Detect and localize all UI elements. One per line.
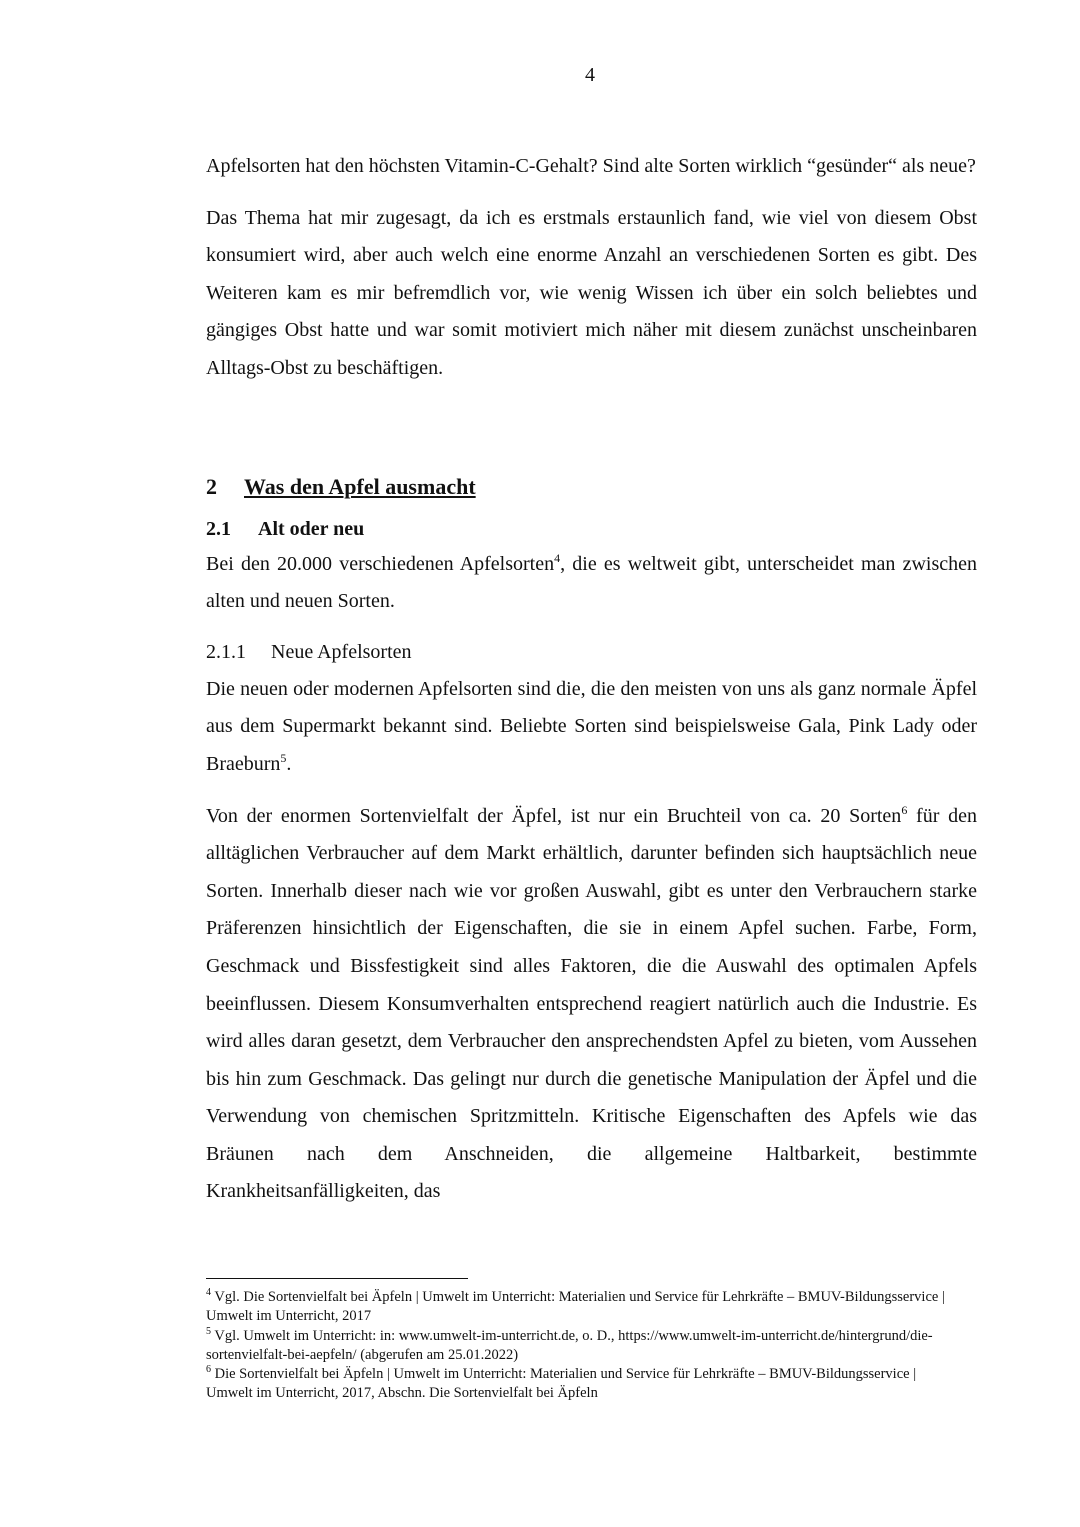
section-title: Was den Apfel ausmacht <box>244 473 476 499</box>
page-body <box>206 148 977 1211</box>
subsubsection-number: 2.1.1 <box>206 640 246 663</box>
footnote-text: Die Sortenvielfalt bei Äpfeln | Umwelt im Unterricht: Materialien und Service für Lehrkräfte – BMUV-Bildungsservice | Umwelt im Unterricht, 2017, Abschn. Die Sortenvielfalt bei Äpfeln <box>206 1366 917 1402</box>
section-heading <box>206 472 977 502</box>
subsection-number: 2.1 <box>206 517 231 540</box>
footnote <box>206 1327 966 1366</box>
footnote-mark: 5 <box>206 1325 211 1337</box>
footnote <box>206 1365 966 1404</box>
subsubsection-title: Neue Apfelsorten <box>271 640 412 663</box>
footnote-separator <box>206 1278 468 1279</box>
footnote-mark: 6 <box>206 1364 211 1376</box>
footnote-ref: 6 <box>901 802 908 817</box>
subsection-heading <box>206 514 977 544</box>
footnote <box>206 1288 966 1327</box>
subsection-title: Alt oder neu <box>258 517 365 540</box>
paragraph-new-varieties <box>206 671 977 784</box>
paragraph-intro-question: Apfelsorten hat den höchsten Vitamin-C-Gehalt? Sind alte Sorten wirklich “gesünder“ als neue? <box>206 155 976 177</box>
page-number: 4 <box>585 64 595 86</box>
paragraph-consumer-preferences <box>206 798 977 1212</box>
footnote-text: Vgl. Die Sortenvielfalt bei Äpfeln | Umwelt im Unterricht: Materialien und Service für Lehrkräfte – BMUV-Bildungsservice | Umwelt im Unterricht, 2017 <box>206 1289 945 1325</box>
text-span: für den alltäglichen Verbraucher auf dem Markt erhältlich, darunter befinden sich hauptsächlich neue Sorten. Innerhalb dieser nach wie vor großen Auswahl, gibt es unter den Verbrauchern starke Präferenzen hinsichtlich der Eigenschaften, die sie in einem Apfel suchen. Farbe, Form, Geschmack und Bissfestigkeit sind alles Faktoren, die die Auswahl des optimalen Apfels beeinflussen. Diesem Konsumverhalten entsprechend reagiert natürlich auch die Industrie. Es wird alles daran gesetzt, dem Verbraucher den ansprechendsten Apfel zu bieten, vom Aussehen bis hin zum Geschmack. Das gelingt nur durch die genetische Manipulation der Äpfel und die Verwendung von chemischen Spritzmitteln. Kritische Eigenschaften des Apfels wie das Bräunen nach dem Anschneiden, die allgemeine Haltbarkeit, bestimmte Krankheitsanfälligkeiten, das <box>206 804 977 1203</box>
text-span: Von der enormen Sortenvielfalt der Äpfel, ist nur ein Bruchteil von ca. 20 Sorten <box>206 804 902 827</box>
text-span: , die es weltweit gibt, unterscheidet man zwischen alten und neuen Sorten. <box>206 552 977 613</box>
footnotes <box>206 1288 966 1404</box>
text-span: Die neuen oder modernen Apfelsorten sind die, die den meisten von uns als ganz normale Äpfel aus dem Supermarkt bekannt sind. Beliebte Sorten sind beispielsweise Gala, Pink Lady oder Braeburn <box>206 677 977 775</box>
paragraph-apple-varieties <box>206 546 977 621</box>
footnote-ref: 5 <box>280 750 287 765</box>
section-number: 2 <box>206 473 217 499</box>
paragraph-topic-motivation: Das Thema hat mir zugesagt, da ich es erstmals erstaunlich fand, wie viel von diesem Obst konsumiert wird, aber auch welch eine enorme Anzahl an verschiedenen Sorten es gibt. Des Weiteren kam es mir befremdlich vor, wie wenig Wissen ich über ein solch beliebtes und gängiges Obst hatte und war somit motiviert mich näher mit diesem zunächst unscheinbaren Alltags-Obst zu beschäftigen. <box>206 206 977 379</box>
footnote-ref: 4 <box>554 550 561 565</box>
subsubsection-heading <box>206 635 977 669</box>
text-span: . <box>286 752 292 775</box>
footnote-text: Vgl. Umwelt im Unterricht: in: www.umwelt-im-unterricht.de, o. D., https://www.umwelt-im-unterricht.de/hintergrund/die-sortenvielfalt-bei-aepfeln/ (abgerufen am 25.01.2022) <box>206 1327 933 1363</box>
text-span: Bei den 20.000 verschiedenen Apfelsorten <box>206 552 555 575</box>
footnote-mark: 4 <box>206 1287 211 1298</box>
